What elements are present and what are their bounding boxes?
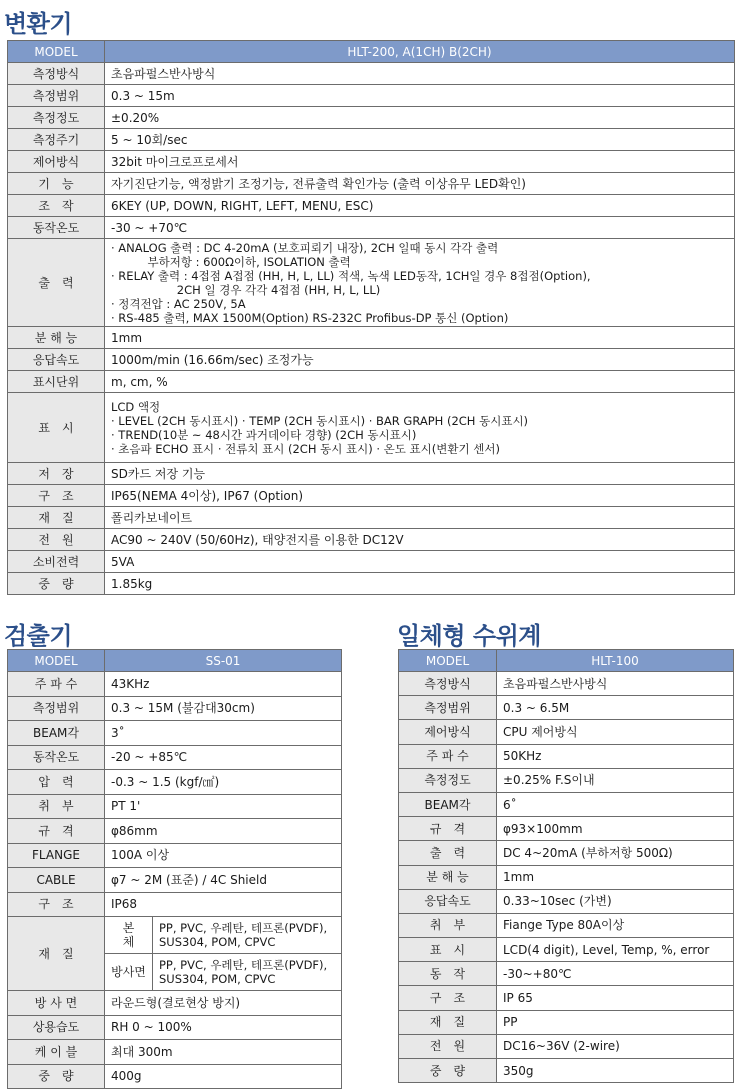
table-row: [399, 768, 734, 792]
table-row: [399, 962, 734, 986]
spec-label: 표 시: [399, 938, 497, 962]
spec-label: 케 이 블: [8, 1040, 105, 1065]
integrated-spec-table: [398, 649, 734, 1083]
table-row: [8, 868, 342, 893]
spec-label: 조 작: [8, 195, 105, 217]
spec-value: -30~+80℃: [497, 962, 734, 986]
transmitter-title: 변환기: [4, 10, 73, 38]
spec-value: -20 ~ +85℃: [105, 745, 342, 770]
spec-value: DC16~36V (2-wire): [497, 1034, 734, 1058]
spec-value: · ANALOG 출력 : DC 4-20mA (보호피뢰기 내장), 2CH 일때 동시 각각 출력 부하저항 : 600Ω이하, ISOLATION 출력 · RELAY 출력 : 4접점 A접점 (HH, H, L, LL) 적색, 녹색 LED동작, 1CH일 경우 8접점(Option), 2CH 일 경우 각각 4접점 (HH, H, L, LL) · 정격전압 : AC 250V, 5A · RS-485 출력, MAX 1500M(Option) RS-232C Profibus-DP 통신 (Option): [105, 239, 735, 327]
header-label: MODEL: [8, 650, 105, 672]
spec-label: 전 원: [399, 1034, 497, 1058]
spec-label: 측정주기: [8, 129, 105, 151]
table-row: [399, 841, 734, 865]
table-row: [8, 721, 342, 746]
table-row: [8, 393, 735, 463]
spec-label: 동 작: [399, 962, 497, 986]
spec-label: 동작온도: [8, 217, 105, 239]
spec-value: 100A 이상: [105, 843, 342, 868]
spec-label: FLANGE: [8, 843, 105, 868]
spec-label: 재 질: [399, 1010, 497, 1034]
spec-value: PP: [497, 1010, 734, 1034]
table-row: [399, 889, 734, 913]
spec-label: 규 격: [399, 817, 497, 841]
spec-value: 0.3 ~ 6.5M: [497, 696, 734, 720]
table-row: [8, 794, 342, 819]
header-label: MODEL: [399, 650, 497, 672]
table-header-row: [8, 41, 735, 63]
spec-value: 5VA: [105, 551, 735, 573]
spec-value: 라운드형(결로현상 방지): [105, 991, 342, 1016]
spec-label: 소비전력: [8, 551, 105, 573]
spec-label: 방 사 면: [8, 991, 105, 1016]
spec-value: 1mm: [497, 865, 734, 889]
table-row: [8, 129, 735, 151]
spec-value: 50KHz: [497, 744, 734, 768]
spec-label: 측정정도: [8, 107, 105, 129]
table-row: [8, 745, 342, 770]
spec-value: φ86mm: [105, 819, 342, 844]
spec-value: 32bit 마이크로프로세서: [105, 151, 735, 173]
spec-label: 측정범위: [8, 85, 105, 107]
table-row: [8, 327, 735, 349]
table-row: [8, 991, 342, 1016]
table-row: [8, 672, 342, 697]
spec-label: 중 량: [399, 1059, 497, 1083]
spec-label: 전 원: [8, 529, 105, 551]
spec-value: 0.3 ~ 15m: [105, 85, 735, 107]
spec-label: 주 파 수: [8, 672, 105, 697]
table-row: [8, 485, 735, 507]
spec-label: BEAM각: [8, 721, 105, 746]
spec-label: 측정정도: [399, 768, 497, 792]
spec-label: 구 조: [8, 485, 105, 507]
spec-label: CABLE: [8, 868, 105, 893]
spec-value: 0.33~10sec (가변): [497, 889, 734, 913]
table-row: [8, 195, 735, 217]
table-row: [8, 107, 735, 129]
spec-value: 1mm: [105, 327, 735, 349]
spec-label: 구 조: [8, 892, 105, 917]
table-row: [399, 696, 734, 720]
spec-value: SD카드 저장 기능: [105, 463, 735, 485]
spec-label: 출 력: [8, 239, 105, 327]
spec-label: 취 부: [399, 913, 497, 937]
spec-value: 400g: [105, 1064, 342, 1089]
spec-label: 제어방식: [399, 720, 497, 744]
table-row: [8, 770, 342, 795]
spec-value: -0.3 ~ 1.5 (kgf/㎠): [105, 770, 342, 795]
spec-value: -30 ~ +70℃: [105, 217, 735, 239]
spec-value: 초음파펄스반사방식: [105, 63, 735, 85]
table-row: [8, 507, 735, 529]
spec-value: 350g: [497, 1059, 734, 1083]
spec-label: 재 질: [8, 507, 105, 529]
spec-label: 동작온도: [8, 745, 105, 770]
spec-value: IP65(NEMA 4이상), IP67 (Option): [105, 485, 735, 507]
spec-value: 1.85kg: [105, 573, 735, 595]
sensor-spec-table: [7, 649, 342, 1089]
spec-value: LCD 액정 · LEVEL (2CH 동시표시) · TEMP (2CH 동시표시) · BAR GRAPH (2CH 동시표시) · TREND(10분 ~ 48시간 과거데이타 경향) (2CH 동시표시) · 초음파 ECHO 표시 · 전류치 표시 (2CH 동시 표시) · 온도 표시(변환기 센서): [105, 393, 735, 463]
spec-label: 중 량: [8, 573, 105, 595]
spec-label: 주 파 수: [399, 744, 497, 768]
spec-value: 1000m/min (16.66m/sec) 조정가능: [105, 349, 735, 371]
spec-label: 응답속도: [8, 349, 105, 371]
spec-value: 자기진단기능, 액정밝기 조정기능, 전류출력 확인가능 (출력 이상유무 LED확인): [105, 173, 735, 195]
table-row: [8, 529, 735, 551]
table-row: [399, 720, 734, 744]
table-row: [8, 1064, 342, 1089]
table-row: [8, 917, 342, 954]
spec-label: 표 시: [8, 393, 105, 463]
table-row: [8, 151, 735, 173]
table-row: [8, 551, 735, 573]
table-row: [8, 843, 342, 868]
header-model: HLT-100: [497, 650, 734, 672]
table-row: [8, 463, 735, 485]
transmitter-spec-table: [7, 40, 735, 595]
spec-label: 측정방식: [8, 63, 105, 85]
spec-value: 3˚: [105, 721, 342, 746]
spec-value: AC90 ~ 240V (50/60Hz), 태양전지를 이용한 DC12V: [105, 529, 735, 551]
table-header-row: [399, 650, 734, 672]
spec-label: 중 량: [8, 1064, 105, 1089]
spec-value: 초음파펄스반사방식: [497, 672, 734, 696]
spec-label: 측정방식: [399, 672, 497, 696]
header-model: HLT-200, A(1CH) B(2CH): [105, 41, 735, 63]
spec-value: LCD(4 digit), Level, Temp, %, error: [497, 938, 734, 962]
table-row: [8, 819, 342, 844]
spec-value: IP68: [105, 892, 342, 917]
table-row: [8, 63, 735, 85]
spec-value: 6KEY (UP, DOWN, RIGHT, LEFT, MENU, ESC): [105, 195, 735, 217]
spec-value: Fiange Type 80A이상: [497, 913, 734, 937]
table-row: [399, 1010, 734, 1034]
table-row: [8, 239, 735, 327]
table-row: [399, 913, 734, 937]
spec-label: 제어방식: [8, 151, 105, 173]
spec-label: 분 해 능: [399, 865, 497, 889]
spec-value: CPU 제어방식: [497, 720, 734, 744]
table-row: [399, 792, 734, 816]
table-row: [8, 573, 735, 595]
table-header-row: [8, 650, 342, 672]
table-row: [399, 1059, 734, 1083]
spec-value: 43KHz: [105, 672, 342, 697]
material-value: PP, PVC, 우레탄, 테프론(PVDF), SUS304, POM, CPVC: [153, 917, 342, 954]
spec-label: 구 조: [399, 986, 497, 1010]
table-row: [8, 696, 342, 721]
spec-value: 최대 300m: [105, 1040, 342, 1065]
table-row: [8, 371, 735, 393]
table-row: [8, 1015, 342, 1040]
table-row: [8, 892, 342, 917]
table-row: [399, 744, 734, 768]
spec-label: 취 부: [8, 794, 105, 819]
table-row: [8, 217, 735, 239]
spec-value: m, cm, %: [105, 371, 735, 393]
spec-label: 기 능: [8, 173, 105, 195]
spec-label: 규 격: [8, 819, 105, 844]
spec-label: 측정범위: [8, 696, 105, 721]
spec-label: 표시단위: [8, 371, 105, 393]
table-row: [399, 672, 734, 696]
spec-label: 압 력: [8, 770, 105, 795]
header-model: SS-01: [105, 650, 342, 672]
table-row: [399, 986, 734, 1010]
spec-label: 재 질: [8, 917, 105, 991]
table-row: [399, 817, 734, 841]
material-sub-label: 방사면: [105, 954, 153, 991]
spec-value: 6˚: [497, 792, 734, 816]
header-label: MODEL: [8, 41, 105, 63]
spec-value: ±0.25% F.S이내: [497, 768, 734, 792]
table-row: [399, 1034, 734, 1058]
spec-value: 0.3 ~ 15M (불감대30cm): [105, 696, 342, 721]
spec-value: φ7 ~ 2M (표준) / 4C Shield: [105, 868, 342, 893]
spec-label: BEAM각: [399, 792, 497, 816]
spec-value: 5 ~ 10회/sec: [105, 129, 735, 151]
spec-value: PT 1': [105, 794, 342, 819]
sensor-title: 검출기: [4, 622, 73, 650]
table-row: [8, 1040, 342, 1065]
table-row: [8, 349, 735, 371]
table-row: [399, 865, 734, 889]
spec-label: 출 력: [399, 841, 497, 865]
spec-label: 저 장: [8, 463, 105, 485]
spec-label: 응답속도: [399, 889, 497, 913]
table-row: [8, 173, 735, 195]
integrated-title: 일체형 수위계: [397, 622, 541, 650]
material-value: PP, PVC, 우레탄, 테프론(PVDF), SUS304, POM, CPVC: [153, 954, 342, 991]
spec-value: φ93×100mm: [497, 817, 734, 841]
spec-value: 폴리카보네이트: [105, 507, 735, 529]
spec-value: DC 4~20mA (부하저항 500Ω): [497, 841, 734, 865]
spec-label: 분 해 능: [8, 327, 105, 349]
spec-value: RH 0 ~ 100%: [105, 1015, 342, 1040]
material-sub-label: 본 체: [105, 917, 153, 954]
spec-value: IP 65: [497, 986, 734, 1010]
spec-label: 상용습도: [8, 1015, 105, 1040]
table-row: [399, 938, 734, 962]
table-row: [8, 85, 735, 107]
spec-value: ±0.20%: [105, 107, 735, 129]
spec-label: 측정범위: [399, 696, 497, 720]
